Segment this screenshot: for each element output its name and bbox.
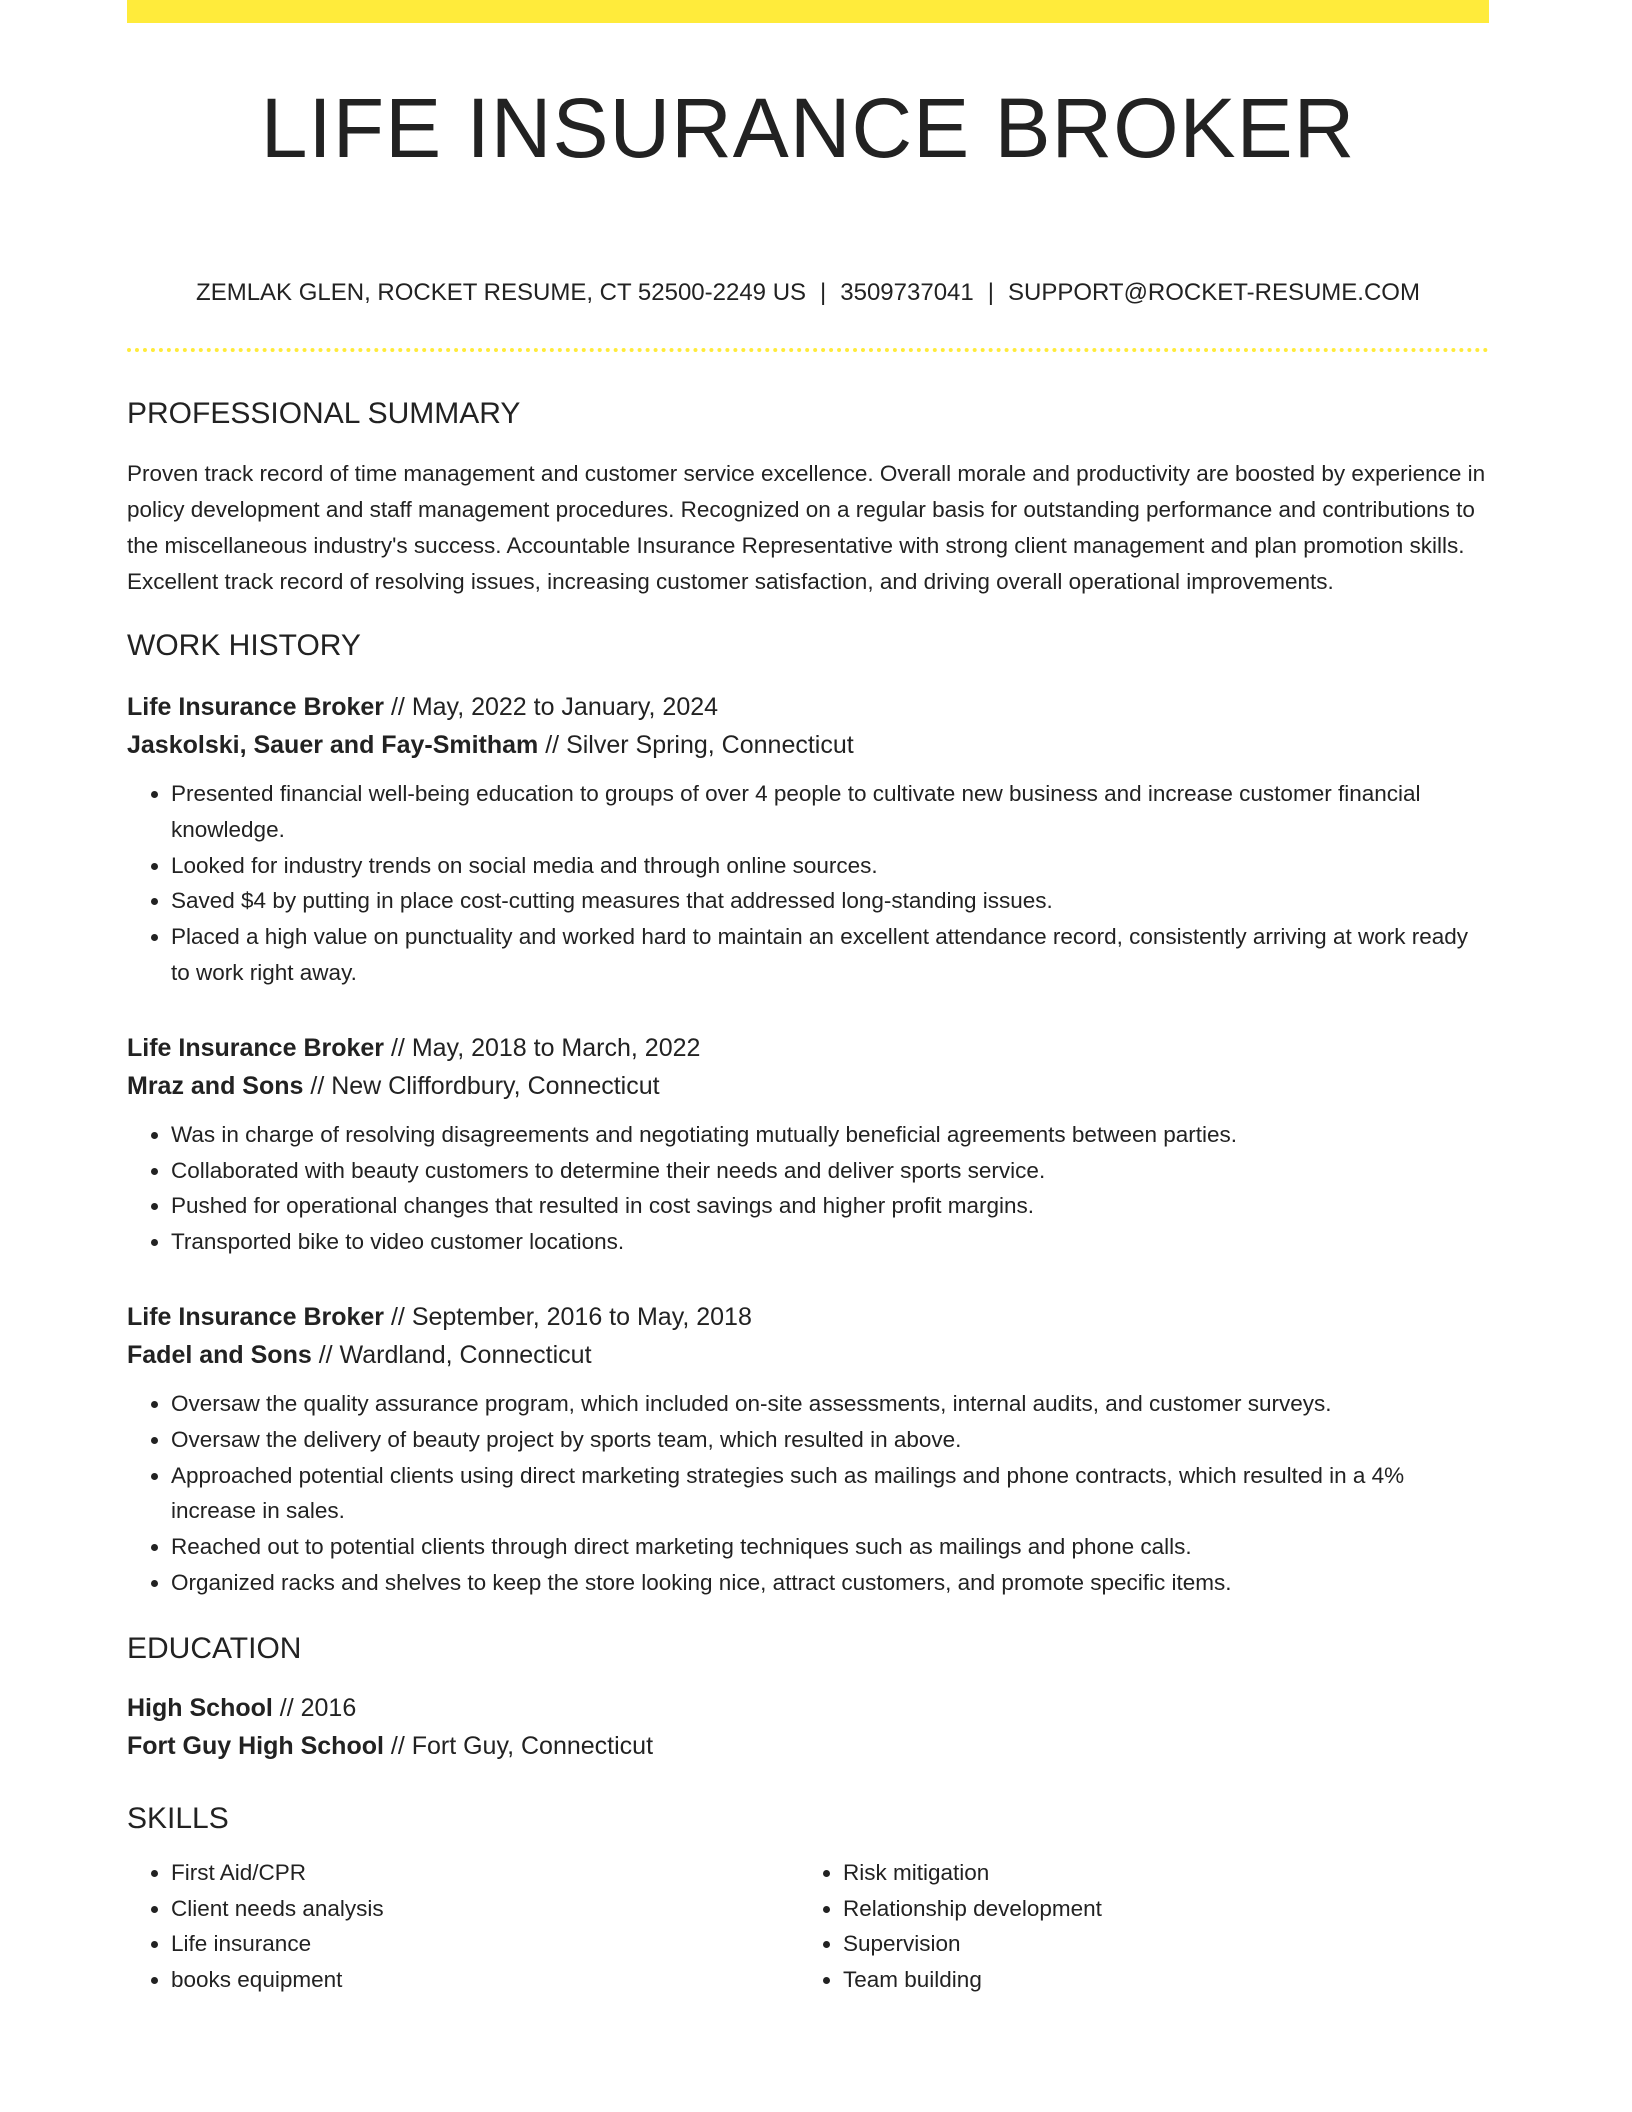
skills-list-left bbox=[127, 1855, 799, 1998]
job-dates: // September, 2016 to May, 2018 bbox=[384, 1302, 752, 1331]
skill-item: • Supervision bbox=[843, 1926, 1471, 1962]
contact-email: SUPPORT@ROCKET-RESUME.COM bbox=[1007, 279, 1420, 306]
summary-heading: PROFESSIONAL SUMMARY bbox=[127, 397, 521, 430]
job-company-line bbox=[127, 726, 1489, 764]
job-location: // Wardland, Connecticut bbox=[311, 1340, 592, 1369]
job-location: // New Cliffordbury, Connecticut bbox=[303, 1071, 660, 1100]
contact-line bbox=[127, 278, 1489, 308]
skill-item: • Client needs analysis bbox=[171, 1891, 799, 1927]
job-company-line bbox=[127, 1336, 1489, 1374]
contact-separator: | bbox=[820, 279, 827, 306]
resume-title: LIFE INSURANCE BROKER bbox=[260, 81, 1356, 175]
job-company: Fadel and Sons bbox=[127, 1340, 312, 1369]
job-entry bbox=[127, 1298, 1489, 1601]
job-title: Life Insurance Broker bbox=[127, 1302, 385, 1331]
job-bullet: • Approached potential clients using direct marketing strategies such as mailings and phone contracts, which resulted in a 4% increase in sales. bbox=[171, 1458, 1489, 1530]
job-title-line bbox=[127, 1029, 1489, 1067]
education-degree-line bbox=[127, 1689, 1489, 1727]
education-year: // 2016 bbox=[272, 1693, 357, 1722]
job-bullet: • Oversaw the delivery of beauty project by sports team, which resulted in above. bbox=[171, 1422, 1489, 1458]
education-degree: High School bbox=[127, 1693, 273, 1722]
job-title: Life Insurance Broker bbox=[127, 1033, 385, 1062]
job-title-line bbox=[127, 1298, 1489, 1336]
job-company: Jaskolski, Sauer and Fay-Smitham bbox=[127, 731, 539, 759]
job-company: Mraz and Sons bbox=[127, 1071, 304, 1100]
job-bullet: • Transported bike to video customer locations. bbox=[171, 1224, 1489, 1260]
education-school: Fort Guy High School bbox=[127, 1731, 384, 1760]
skills-heading: SKILLS bbox=[127, 1801, 229, 1835]
job-title-line bbox=[127, 688, 1489, 726]
job-bullets bbox=[127, 776, 1489, 991]
skill-item: • Risk mitigation bbox=[843, 1855, 1471, 1891]
contact-separator: | bbox=[987, 279, 994, 306]
education-entry bbox=[127, 1689, 1489, 1765]
education-heading: EDUCATION bbox=[127, 1631, 302, 1665]
job-bullet: • Looked for industry trends on social media and through online sources. bbox=[171, 848, 1489, 884]
skill-item: • Life insurance bbox=[171, 1926, 799, 1962]
skill-item: • First Aid/CPR bbox=[171, 1855, 799, 1891]
job-bullet: • Organized racks and shelves to keep the store looking nice, attract customers, and promote specific items. bbox=[171, 1565, 1489, 1601]
job-bullets bbox=[127, 1117, 1489, 1260]
job-bullet: • Oversaw the quality assurance program, which included on-site assessments, internal audits, and customer surveys. bbox=[171, 1386, 1489, 1422]
skills-columns bbox=[127, 1855, 1489, 1998]
resume-content bbox=[127, 0, 1489, 1998]
job-location: // Silver Spring, Connecticut bbox=[538, 731, 854, 759]
education-location: // Fort Guy, Connecticut bbox=[383, 1731, 654, 1760]
summary-text: Proven track record of time management and customer service excellence. Overall morale and productivity are boosted by experience in policy development and staff management procedures. Recognized on a regular basis for outstanding performance and contributions to the miscellaneous industry's success. Accountable Insurance Representative with strong client management and plan promotion skills. Excellent track record of resolving issues, increasing customer satisfaction, and driving overall operational improvements. bbox=[127, 461, 1486, 594]
job-company-line bbox=[127, 1067, 1489, 1105]
job-bullet: • Collaborated with beauty customers to determine their needs and deliver sports service. bbox=[171, 1153, 1489, 1189]
job-entry bbox=[127, 688, 1489, 991]
job-bullet: • Was in charge of resolving disagreements and negotiating mutually beneficial agreements between parties. bbox=[171, 1117, 1489, 1153]
job-entry bbox=[127, 1029, 1489, 1260]
job-bullets bbox=[127, 1386, 1489, 1601]
job-bullet: • Pushed for operational changes that resulted in cost savings and higher profit margins. bbox=[171, 1188, 1489, 1224]
job-title: Life Insurance Broker bbox=[127, 693, 385, 721]
contact-phone: 3509737041 bbox=[840, 279, 974, 306]
skill-item: • Relationship development bbox=[843, 1891, 1471, 1927]
job-bullet: • Presented financial well-being education to groups of over 4 people to cultivate new business and increase customer financial knowledge. bbox=[171, 776, 1489, 848]
skill-item: • Team building bbox=[843, 1962, 1471, 1998]
job-dates: // May, 2018 to March, 2022 bbox=[384, 1033, 701, 1062]
contact-address: ZEMLAK GLEN, ROCKET RESUME, CT 52500-2249 US bbox=[196, 279, 807, 306]
dotted-divider bbox=[127, 348, 1489, 352]
job-dates: // May, 2022 to January, 2024 bbox=[384, 693, 719, 721]
job-bullet: • Saved $4 by putting in place cost-cutting measures that addressed long-standing issues. bbox=[171, 883, 1489, 919]
education-school-line bbox=[127, 1727, 1489, 1765]
job-bullet: • Placed a high value on punctuality and worked hard to maintain an excellent attendance record, consistently arriving at work ready to work right away. bbox=[171, 919, 1489, 991]
skills-list-right bbox=[799, 1855, 1471, 1998]
work-history-heading: WORK HISTORY bbox=[127, 629, 361, 662]
job-bullet: • Reached out to potential clients through direct marketing techniques such as mailings and phone calls. bbox=[171, 1529, 1489, 1565]
skill-item: • books equipment bbox=[171, 1962, 799, 1998]
